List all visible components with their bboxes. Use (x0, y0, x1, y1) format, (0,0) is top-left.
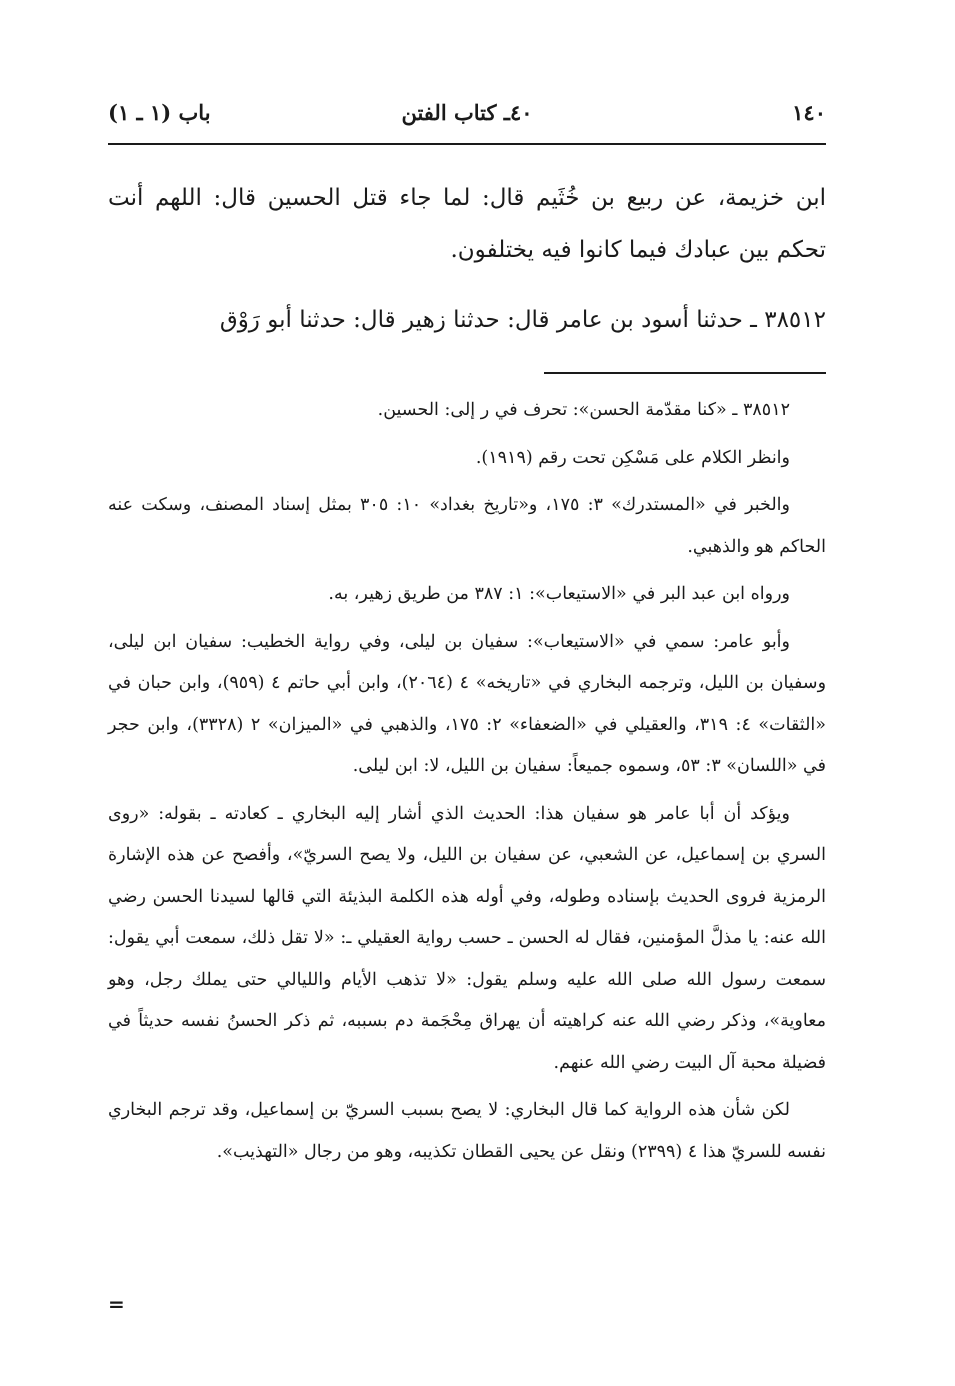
page-number: ١٤٠ (792, 99, 826, 125)
book-title: ٤٠ـ كتاب الفتن (401, 99, 533, 125)
main-paragraph: ابن خزيمة، عن ربيع بن خُثَيم قال: لما جاء قتل الحسين قال: اللهم أنت تحكم بين عبادك فيما كانوا فيه يختلفون. (108, 185, 826, 263)
page-header (108, 92, 826, 132)
footnote-paragraph: ٣٨٥١٢ ـ «كنا مقدّمة الحسن»: تحرف في ر إلى: الحسين. (377, 400, 790, 420)
footnote-paragraph: وأبو عامر: سمي في «الاستيعاب»: سفيان بن ليلى، وفي رواية الخطيب: سفيان ابن ليلى، وسفيان بن الليل، وترجمه البخاري في «تاريخه» ٤ (٢٠٦٤)، وابن أبي حاتم ٤ (٩٥٩)، وابن حبان في «الثقات» ٤: ٣١٩، والعقيلي في «الضعفاء» ٢: ١٧٥، والذهبي في «الميزان» ٢ (٣٣٢٨)، وابن حجر في «اللسان» ٣: ٥٣، وسموه جميعاً: سفيان بن الليل، لا: ابن ليلى. (108, 631, 827, 776)
header-divider (108, 143, 826, 145)
book-page (108, 0, 826, 1386)
footnotes (108, 390, 826, 1179)
main-paragraph-hadith: ٣٨٥١٢ ـ حدثنا أسود بن عامر قال: حدثنا زهير قال: حدثنا أبو رَوْق (219, 307, 826, 333)
footnote-paragraph: والخبر في «المستدرك» ٣: ١٧٥، و«تاريخ بغداد» ١٠: ٣٠٥ بمثل إسناد المصنف، وسكت عنه الحاكم هو والذهبي. (108, 495, 826, 557)
footnote-paragraph: لكن شأن هذه الرواية كما قال البخاري: لا يصح بسبب السريّ بن إسماعيل، وقد ترجم البخاري نفسه للسريّ هذا ٤ (٢٣٩٩) ونقل عن يحيى القطان تكذيبه، وهو من رجال «التهذيب». (108, 1100, 826, 1162)
footnote-paragraph: وانظر الكلام على مَسْكِن تحت رقم (١٩١٩). (475, 447, 790, 468)
main-text (108, 172, 826, 346)
footnote-paragraph: ورواه ابن عبد البر في «الاستيعاب»: ١: ٣٨٧ من طريق زهير، به. (328, 584, 790, 604)
chapter-label: باب (١ ـ ١) (108, 99, 211, 125)
footnote-paragraph: ويؤكد أن أبا عامر هو سفيان هذا: الحديث الذي أشار إليه البخاري ـ كعادته ـ بقوله: «روى السري بن إسماعيل، عن الشعبي، عن سفيان بن الليل، ولا يصح السريّ»، وأفصح عن هذه الإشارة الرمزية فروى الحديث بإسناده وطوله، وفي أوله هذه الكلمة البذيئة التي قالها لسيدنا الحسن رضي الله عنه: يا مذلَّ المؤمنين، فقال له الحسن ـ حسب رواية العقيلي ـ: «لا تقل ذلك، سمعت أبي يقول: سمعت رسول الله صلى الله عليه وسلم يقول: «لا تذهب الأيام والليالي حتى يملك رجل، وهو معاوية»، وذكر رضي الله عنه كراهيته أن يهراق مِحْجَمة دم بسببه، ثم ذكر الحسنُ نفسه حديثاً في فضيلة محبة آل البيت رضي الله عنهم. (108, 803, 826, 1073)
footnote-divider (544, 372, 826, 374)
continuation-mark: = (108, 1292, 125, 1316)
